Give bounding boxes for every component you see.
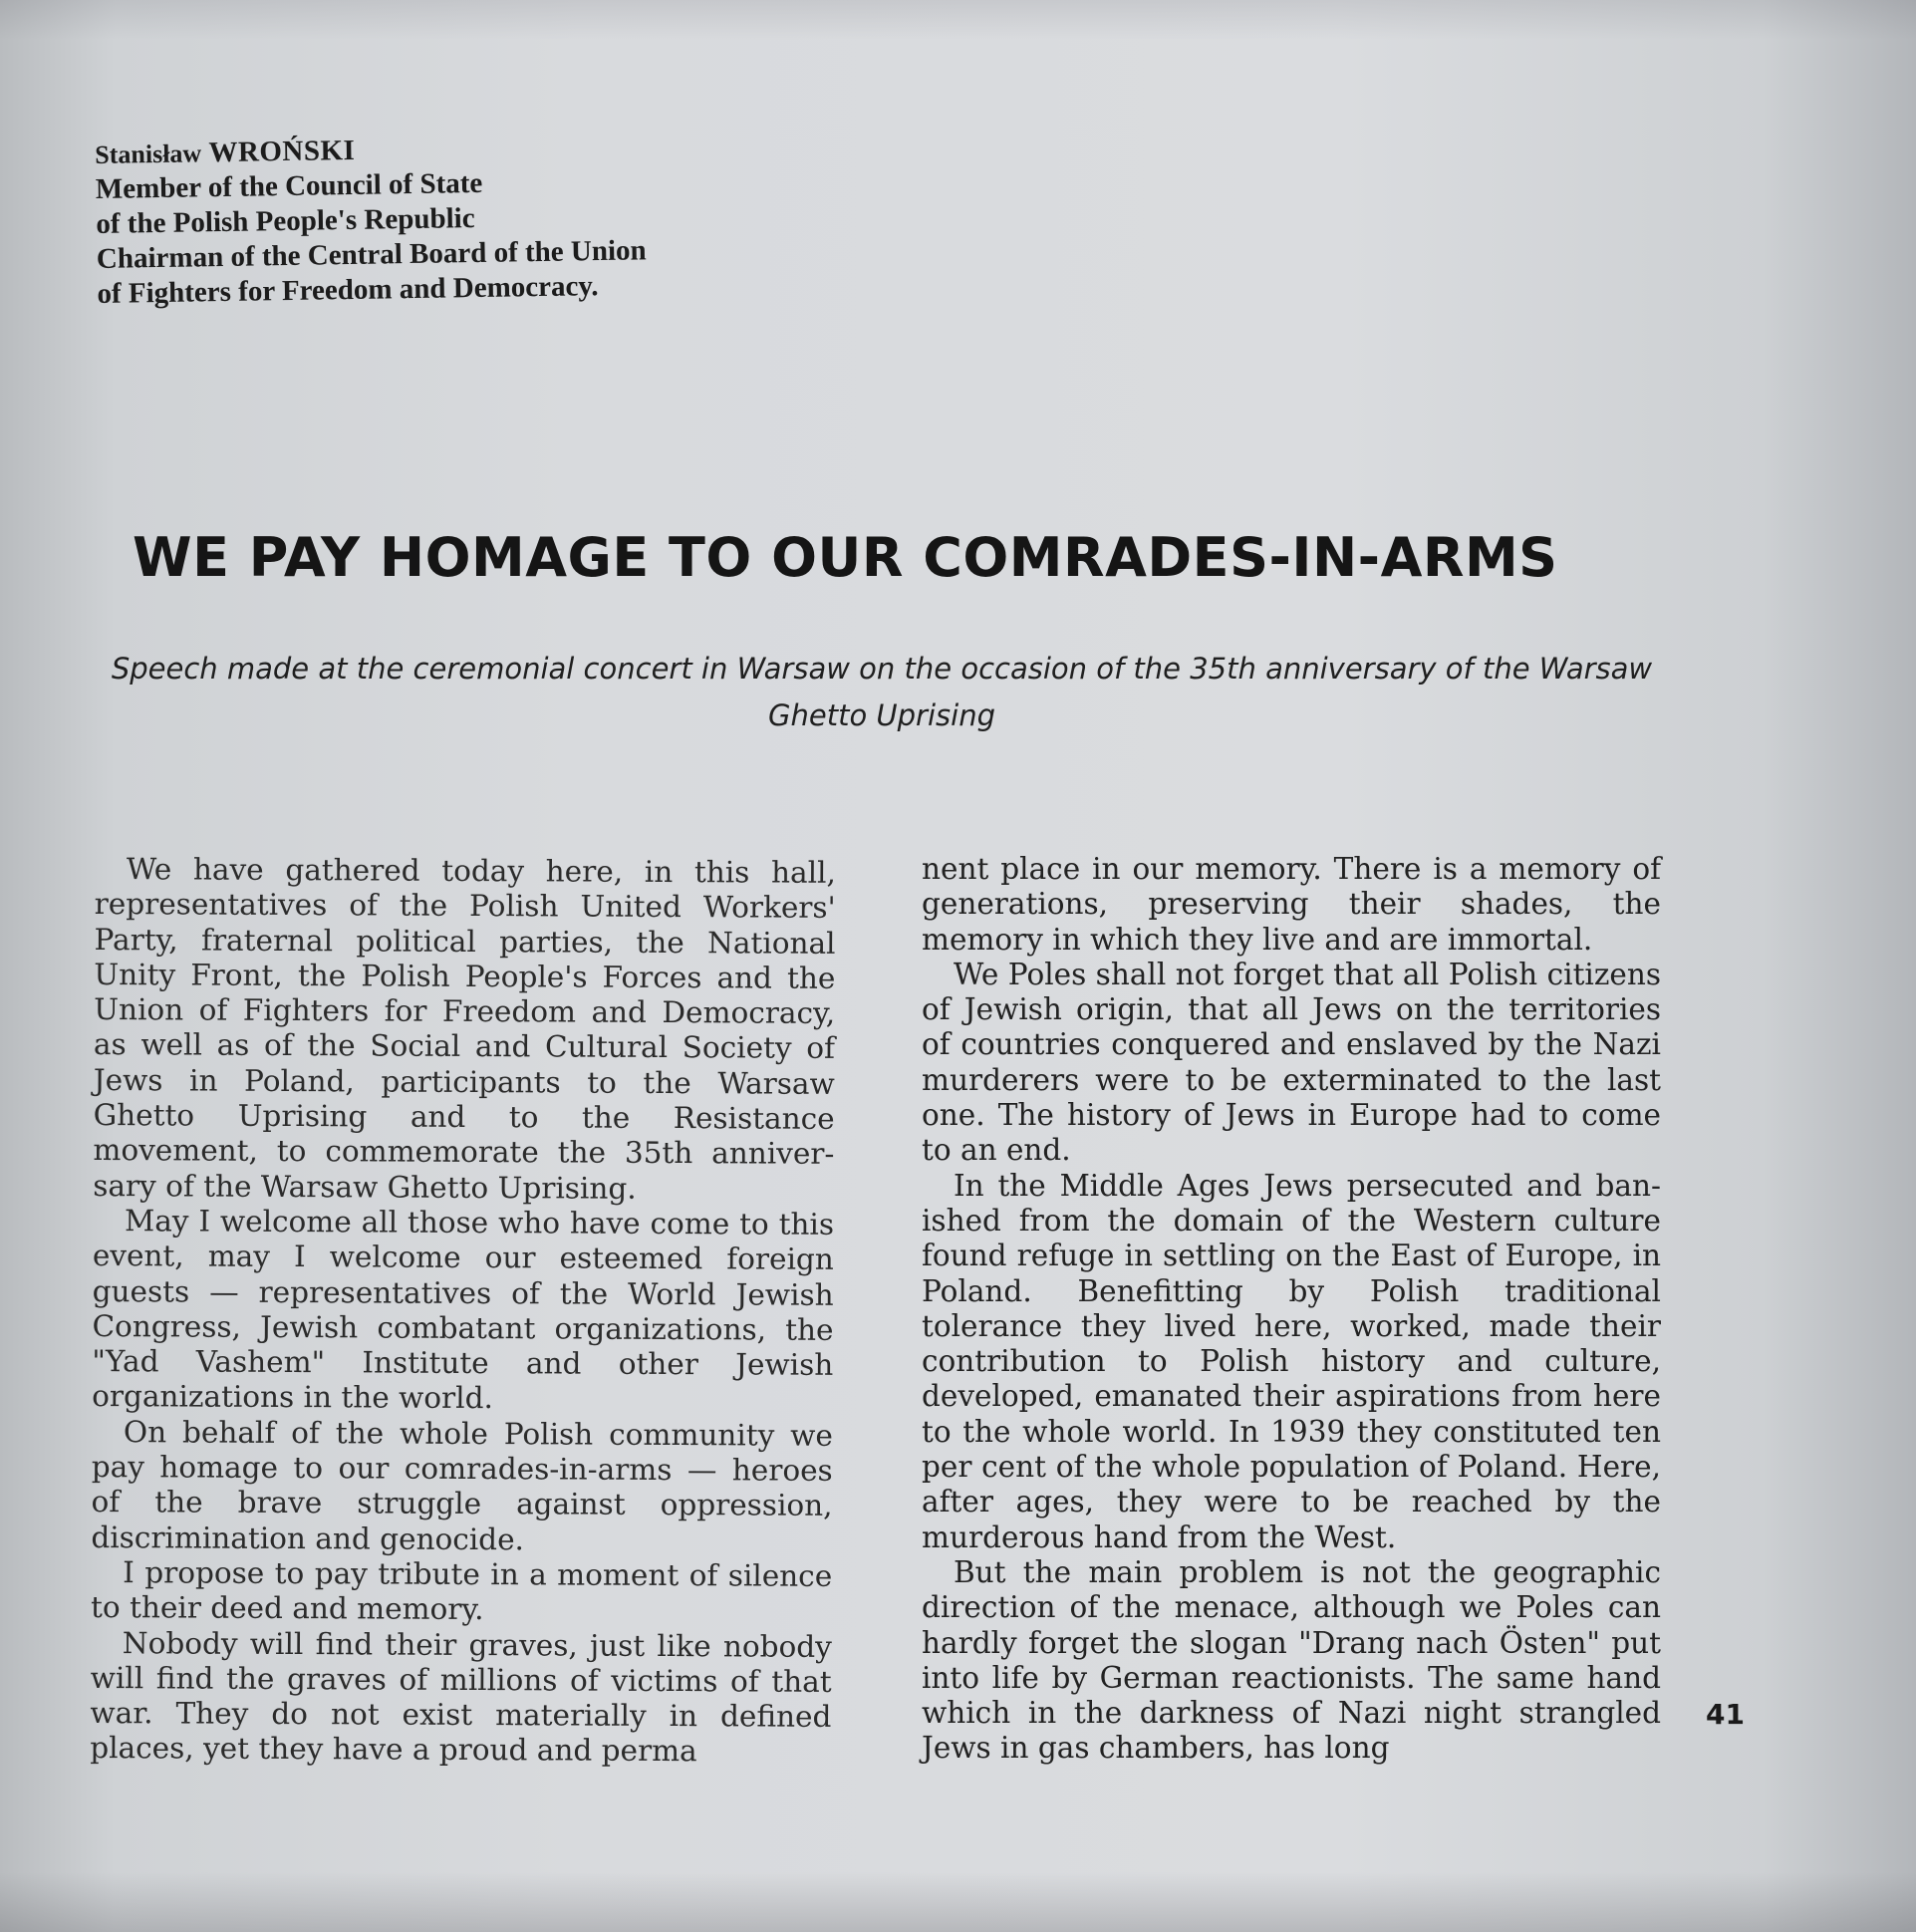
paragraph: May I welcome all those who have come to this event, may I welcome our esteemed foreign guests — representatives of the World Jewish Congress, Jewish combatant organizations, the "Yad Vashem" Institute and other Jewish organizations in the world. <box>92 1204 835 1416</box>
author-given-name: Stanisław <box>95 138 202 169</box>
article-title: WE PAY HOMAGE TO OUR COMRADES-IN-ARMS <box>133 526 1558 589</box>
paragraph: We have gathered today here, in this hall, representatives of the Polish United Workers' Party, fraternal political parties, the National Unity Front, the Polish People's Forces and the Union of Fighters for Freedom and Democracy, as well as of the Social and Cultural Society of Jews in Poland, participants to the Warsaw Ghetto Uprising and to the Resistance movement, to commemorate the 35th anniversary of the Warsaw Ghetto Uprising. <box>93 852 836 1206</box>
paragraph: In the Middle Ages Jews persecuted and banished from the domain of the Western culture found refuge in settling on the East of Europe, in Poland. Benefitting by Polish traditional tolerance they lived here, worked, made their contribution to Polish history and culture, developed, emanated their aspirations from here to the whole world. In 1939 they constituted ten per cent of the whole population of Poland. Here, after ages, they were to be reached by the murderous hand from the West. <box>922 1168 1661 1554</box>
paragraph-continuation: nent place in our memory. There is a memory of generations, preserving their shades, the memory in which they live and are immortal. <box>922 852 1661 957</box>
page-bottom-shadow <box>0 1872 1916 1932</box>
author-block <box>95 126 855 312</box>
paragraph: We Poles shall not forget that all Polish citizens of Jewish origin, that all Jews on the territories of countries conquered and enslaved by the Nazi murderers were to be exterminated to the last one. The history of Jews in Europe had to come to an end. <box>922 957 1661 1168</box>
page-top-shadow <box>0 0 1916 40</box>
author-title-line: Member of the Council of State <box>95 166 483 205</box>
paragraph: But the main problem is not the geographic direction of the menace, although we Poles can hardly forget the slogan "Drang nach Östen" put into life by German reactionists. The same hand which in the darkness of Nazi night strangled Jews in gas chambers, has long <box>922 1554 1661 1766</box>
author-surname: WROŃSKI <box>208 134 356 169</box>
paragraph: Nobody will find their graves, just like nobody will find the graves of millions of victims of that war. They do not exist materially in defined places, yet they have a proud and perma <box>90 1625 832 1769</box>
paragraph: I propose to pay tribute in a moment of silence to their deed and memory. <box>90 1555 833 1627</box>
author-title-line: Chairman of the Central Board of the Union <box>96 234 647 275</box>
page-number: 41 <box>1706 1698 1745 1731</box>
author-title-line: of Fighters for Freedom and Democracy. <box>97 270 599 310</box>
author-title-line: of the Polish People's Republic <box>96 202 475 240</box>
left-text-column <box>90 852 836 1771</box>
right-text-column <box>922 852 1661 1767</box>
paragraph: On behalf of the whole Polish community we pay homage to our comrades-in-arms — heroes of the brave struggle against oppression, discrimination and genocide. <box>91 1414 834 1556</box>
article-subtitle: Speech made at the ceremonial concert in Warsaw on the occasion of the 35th anniversary of the Warsaw Ghetto Uprising <box>111 652 1653 732</box>
